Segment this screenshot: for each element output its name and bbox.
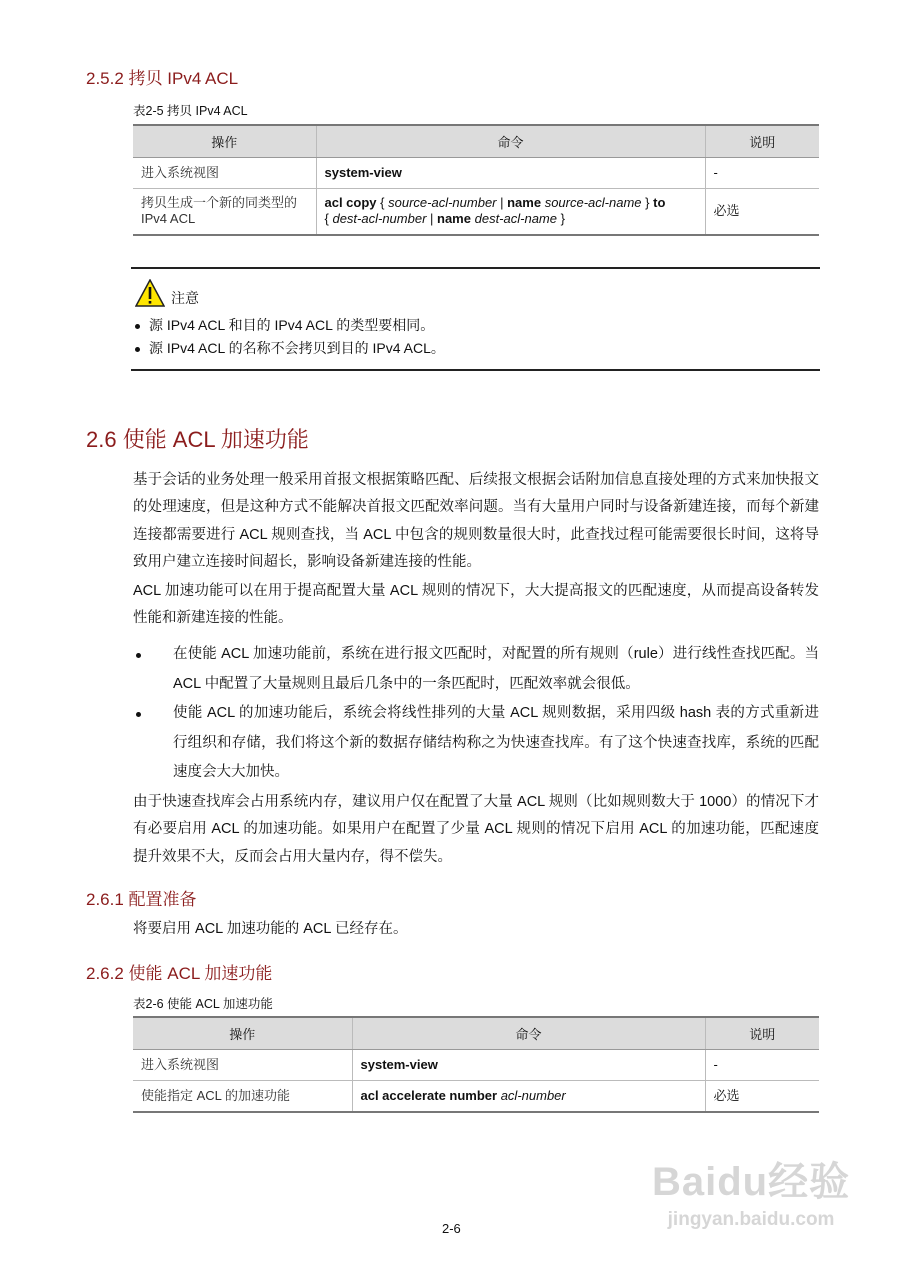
table-caption: 表2-6 使能 ACL 加速功能	[133, 997, 273, 1011]
table-caption: 表2-5 拷贝 IPv4 ACL	[133, 104, 248, 118]
table-header-row	[133, 125, 819, 158]
accelerate-acl-table	[133, 1016, 819, 1113]
cmd-keyword: name	[437, 211, 471, 227]
warning-icon	[135, 279, 165, 307]
table-row	[133, 189, 819, 235]
cmd-arg: source-acl-number	[388, 195, 497, 211]
cmd-keyword: acl accelerate number	[360, 1087, 498, 1103]
column-header: 操作	[133, 125, 316, 158]
description-cell: 必选	[705, 189, 819, 235]
cmd-keyword: acl copy	[324, 195, 377, 211]
note-title: 注意	[171, 290, 199, 306]
bullet-list	[133, 640, 819, 788]
command-text: system-view	[360, 1057, 438, 1072]
paragraph: 基于会话的业务处理一般采用首报文根据策略匹配、后续报文根据会话附加信息直接处理的方式来加快报文的处理速度，但是这种方式不能解决首报文匹配效率问题。当有大量用户同时与设备新建连接，而每个新建连接都需要进行 ACL 规则查找，当 ACL 中包含的规则数量很大时，此查找过程可能需要很长时间，这将导致用户建立连接时间超长，影响设备新建连接的性能。	[133, 472, 819, 570]
note-header	[135, 278, 199, 308]
section-heading-2-6-1: 2.6.1 配置准备	[86, 890, 197, 909]
note-list	[133, 314, 445, 360]
cmd-brace: }	[641, 195, 654, 211]
cmd-arg: dest-acl-name	[474, 211, 557, 227]
column-header: 命令	[316, 125, 705, 158]
table-row	[133, 1050, 819, 1081]
operation-cell: 进入系统视图	[133, 158, 316, 189]
command-cell	[316, 189, 705, 235]
baidu-watermark	[652, 1150, 850, 1231]
section-heading-2-6: 2.6 使能 ACL 加速功能	[86, 427, 309, 452]
cmd-brace: {	[380, 195, 389, 211]
cmd-arg: source-acl-name	[544, 195, 642, 211]
description-cell: -	[705, 158, 819, 189]
watermark-brand: Baidu经验	[652, 1160, 851, 1204]
cmd-sep: |	[496, 195, 508, 211]
bullet-item: 使能 ACL 的加速功能后，系统会将线性排列的大量 ACL 规则数据，采用四级 hash 表的方式重新进行组织和存储，我们将这个新的数据存储结构称之为快速查找库。有了这个快速查找库，系统的匹配速度会大大加快。	[133, 699, 819, 788]
cmd-arg: acl-number	[500, 1087, 566, 1103]
description-cell: -	[705, 1050, 819, 1081]
column-header: 命令	[352, 1017, 705, 1050]
operation-cell: 使能指定 ACL 的加速功能	[133, 1081, 352, 1112]
section-heading-2-6-2: 2.6.2 使能 ACL 加速功能	[86, 964, 273, 983]
table-row	[133, 1081, 819, 1112]
column-header: 说明	[705, 125, 819, 158]
paragraph: 由于快速查找库会占用系统内存，建议用户仅在配置了大量 ACL 规则（比如规则数大于 1000）的情况下才有必要启用 ACL 的加速功能。如果用户在配置了少量 ACL 规则的情况下启用 ACL 的加速功能，匹配速度提升效果不大，反而会占用大量内存，得不偿失。	[133, 794, 819, 865]
column-header: 操作	[133, 1017, 352, 1050]
command-text: system-view	[324, 165, 402, 180]
description-cell: 必选	[705, 1081, 819, 1112]
cmd-brace: }	[556, 211, 565, 227]
section-heading-2-5-2: 2.5.2 拷贝 IPv4 ACL	[86, 69, 239, 88]
note-bottom-rule	[131, 369, 820, 371]
command-cell	[352, 1081, 705, 1112]
page-number: 2-6	[442, 1221, 461, 1236]
note-item: 源 IPv4 ACL 和目的 IPv4 ACL 的类型要相同。	[133, 314, 445, 337]
note-top-rule	[131, 267, 820, 269]
table-header-row	[133, 1017, 819, 1050]
column-header: 说明	[705, 1017, 819, 1050]
operation-cell: 拷贝生成一个新的同类型的 IPv4 ACL	[133, 189, 316, 235]
operation-cell: 进入系统视图	[133, 1050, 352, 1081]
command-cell	[316, 158, 705, 189]
cmd-brace: {	[324, 211, 333, 227]
paragraph: 将要启用 ACL 加速功能的 ACL 已经存在。	[133, 921, 408, 937]
cmd-arg: dest-acl-number	[332, 211, 427, 227]
cmd-keyword: to	[653, 195, 666, 211]
copy-acl-table	[133, 124, 819, 236]
cmd-keyword: name	[507, 195, 542, 211]
paragraph: ACL 加速功能可以在用于提高配置大量 ACL 规则的情况下，大大提高报文的匹配速度，从而提高设备转发性能和新建连接的性能。	[133, 583, 819, 627]
command-cell	[352, 1050, 705, 1081]
bullet-item: 在使能 ACL 加速功能前，系统在进行报文匹配时，对配置的所有规则（rule）进行线性查找匹配。当 ACL 中配置了大量规则且最后几条中的一条匹配时，匹配效率就会很低。	[133, 640, 819, 699]
note-item: 源 IPv4 ACL 的名称不会拷贝到目的 IPv4 ACL。	[133, 337, 445, 360]
watermark-url: jingyan.baidu.com	[667, 1209, 835, 1230]
cmd-sep: |	[426, 211, 438, 227]
table-row	[133, 158, 819, 189]
